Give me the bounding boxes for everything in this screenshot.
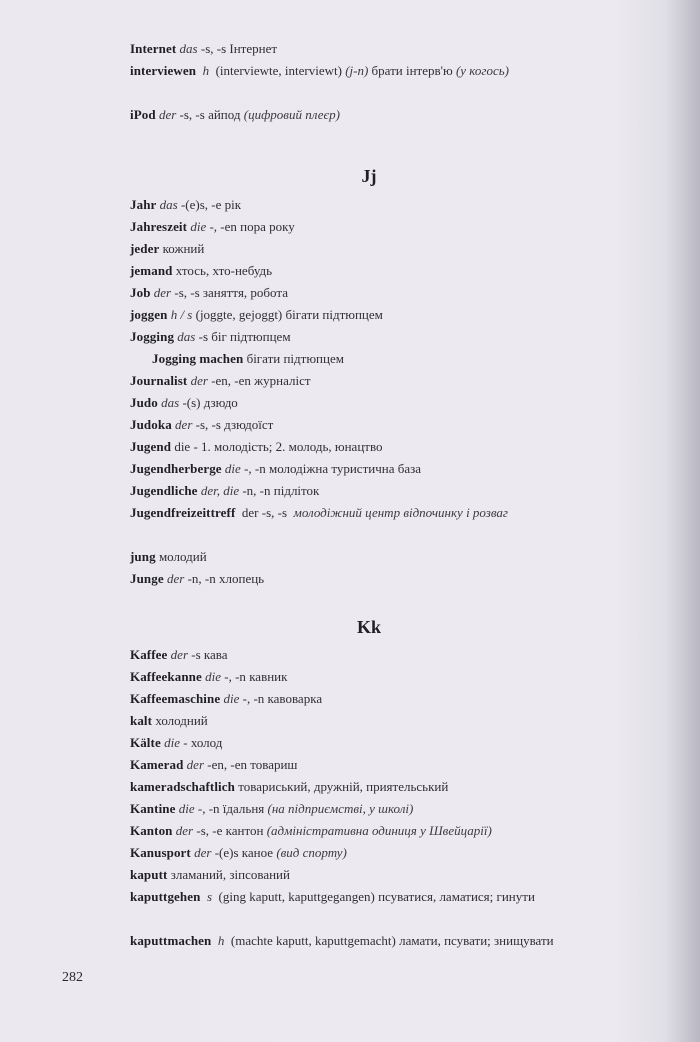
page-number: 282	[62, 970, 83, 985]
entry-phrase	[152, 348, 608, 370]
headword: Judo	[130, 395, 158, 410]
auxiliary: h	[217, 933, 225, 948]
entry	[130, 710, 608, 732]
entry	[130, 776, 608, 798]
translation: кантон	[225, 823, 264, 838]
headword: Jahr	[130, 197, 157, 212]
translation: молодіжний центр відпочинку і розваг	[293, 505, 508, 520]
entry	[130, 238, 608, 260]
headword: Kaffeekanne	[130, 669, 202, 684]
headword: Kanton	[130, 823, 173, 838]
gender: der	[170, 647, 189, 662]
entry	[130, 260, 608, 282]
entry	[130, 304, 608, 326]
entry	[130, 194, 608, 216]
translation: кавник	[249, 669, 288, 684]
headword: Journalist	[130, 373, 188, 388]
headword: kalt	[130, 713, 153, 728]
entry	[130, 688, 608, 710]
translation: заняття, робота	[202, 285, 288, 300]
headword: Judoka	[130, 417, 172, 432]
entry	[130, 666, 608, 688]
note: (вид спорту)	[276, 845, 347, 860]
entry	[130, 820, 608, 842]
entry	[130, 282, 608, 304]
headword: kaputt	[130, 867, 168, 882]
translation: дзюдоїст	[224, 417, 274, 432]
gender: der	[186, 757, 205, 772]
gender: die	[190, 219, 207, 234]
forms: -s, -s	[174, 285, 200, 300]
forms: die -	[174, 439, 198, 454]
headword: Kaffee	[130, 647, 168, 662]
forms: (joggte, gejoggt)	[195, 307, 283, 322]
gender: die	[223, 691, 240, 706]
headword: jung	[130, 549, 156, 564]
translation: молодий	[158, 549, 207, 564]
translation: дзюдо	[203, 395, 238, 410]
object-case: (j-n)	[345, 63, 369, 78]
headword: Kamerad	[130, 757, 184, 772]
translation: 1. молодість; 2. молодь, юнацтво	[201, 439, 383, 454]
entry	[130, 436, 608, 458]
note: (на підприємстві, у школі)	[267, 801, 414, 816]
note: (цифровий плеєр)	[243, 107, 340, 122]
forms: -(s)	[182, 395, 201, 410]
letter-heading-j: Jj	[361, 166, 377, 186]
gender: der	[166, 571, 185, 586]
headword: Jogging	[130, 329, 175, 344]
forms: -s	[191, 647, 201, 662]
entry	[130, 392, 608, 414]
letter-heading-k: Kk	[356, 617, 381, 637]
headword: kaputtmachen	[130, 933, 212, 948]
headword: Kaffeemaschine	[130, 691, 221, 706]
entry	[130, 798, 608, 820]
forms: -n, -n	[242, 483, 271, 498]
translation: товариський, дружній, приятельський	[238, 779, 449, 794]
forms: -s, -s	[200, 41, 227, 56]
headword: Jugendherberge	[130, 461, 222, 476]
translation: бігати підтюпцем	[246, 351, 344, 366]
translation: товариш	[250, 757, 298, 772]
translation: холод	[190, 735, 223, 750]
translation: брати інтерв'ю	[371, 63, 453, 78]
gender: die	[178, 801, 195, 816]
headword: kaputtgehen	[130, 889, 201, 904]
gender: der	[194, 845, 212, 860]
entry	[130, 732, 608, 754]
forms: -s, -s	[179, 107, 205, 122]
headword: Kälte	[130, 735, 161, 750]
gender: der	[190, 373, 208, 388]
translation: підліток	[273, 483, 320, 498]
headword: Job	[130, 285, 151, 300]
translation: молодіжна туристична база	[268, 461, 422, 476]
auxiliary: s	[206, 889, 213, 904]
headword: Jugendliche	[130, 483, 198, 498]
auxiliary: h	[202, 63, 210, 78]
forms: -en, -en	[207, 757, 247, 772]
note: (у когось)	[455, 63, 509, 78]
headword: Jugend	[130, 439, 172, 454]
forms: -s, -s	[195, 417, 221, 432]
translation: пора року	[240, 219, 295, 234]
entry	[130, 502, 608, 524]
forms: -n, -n	[187, 571, 216, 586]
gender: der	[175, 417, 193, 432]
forms: -s, -e	[196, 823, 223, 838]
headword: interviewen	[130, 63, 197, 78]
entry	[130, 754, 608, 776]
headword: kameradschaftlich	[130, 779, 235, 794]
entry	[130, 480, 608, 502]
entry-ipod	[130, 104, 608, 126]
translation: айпод	[208, 107, 241, 122]
gender: der	[175, 823, 194, 838]
headword: Kanusport	[130, 845, 191, 860]
entry	[130, 886, 608, 908]
translation: біг підтюпцем	[211, 329, 291, 344]
translation: хтось, хто-небудь	[175, 263, 273, 278]
gender: das	[161, 395, 180, 410]
gender: die	[224, 461, 241, 476]
entry	[130, 546, 608, 568]
gender: die	[164, 735, 180, 750]
gender: das	[177, 329, 196, 344]
entry	[130, 458, 608, 480]
forms: (ging kaputt, kaputtgegangen)	[218, 889, 375, 904]
forms: (machte kaputt, kaputtgemacht)	[230, 933, 396, 948]
translation: рік	[224, 197, 242, 212]
entry	[130, 568, 608, 590]
translation: їдальня	[222, 801, 265, 816]
forms: -, -n	[224, 669, 246, 684]
translation: ламати, псувати; знищувати	[399, 933, 554, 948]
translation: журналіст	[254, 373, 311, 388]
translation: Інтернет	[229, 41, 278, 56]
headword: Kantine	[130, 801, 176, 816]
headword: jemand	[130, 263, 173, 278]
gender: die	[205, 669, 222, 684]
entry	[130, 370, 608, 392]
headword: Jugendfreizeittreff	[130, 505, 236, 520]
entry	[130, 216, 608, 238]
headword: Jogging machen	[152, 351, 244, 366]
forms: -(e)s, -e	[180, 197, 222, 212]
entry-interviewen	[130, 60, 608, 82]
headword: iPod	[130, 107, 156, 122]
translation: зламаний, зіпсований	[170, 867, 290, 882]
gender: der	[158, 107, 177, 122]
gender: das	[179, 41, 198, 56]
translation: хлопець	[219, 571, 265, 586]
headword: Internet	[130, 41, 177, 56]
headword: jeder	[130, 241, 160, 256]
translation: каное	[241, 845, 274, 860]
translation: псуватися, ламатися; гинути	[378, 889, 535, 904]
entry-internet	[130, 38, 608, 60]
note: (адміністративна одиниця у Швейцарії)	[266, 823, 492, 838]
entry	[130, 414, 608, 436]
entry	[130, 864, 608, 886]
forms: -(e)s	[214, 845, 239, 860]
auxiliary: h / s	[170, 307, 193, 322]
entry	[130, 930, 608, 952]
headword: Jahreszeit	[130, 219, 188, 234]
headword: joggen	[130, 307, 168, 322]
forms: -en, -en	[211, 373, 251, 388]
entry	[130, 644, 608, 666]
gender: der, die	[200, 483, 240, 498]
entry	[130, 842, 608, 864]
translation: холодний	[155, 713, 208, 728]
forms: -s	[198, 329, 208, 344]
headword: Junge	[130, 571, 164, 586]
translation: кожний	[162, 241, 205, 256]
gender: der	[153, 285, 172, 300]
gender: das	[159, 197, 178, 212]
entry	[130, 326, 608, 348]
forms: (interviewte, interviewt)	[215, 63, 342, 78]
translation: бігати підтюпцем	[285, 307, 383, 322]
translation: кава	[203, 647, 228, 662]
forms: -, -n	[197, 801, 220, 816]
forms: -, -n	[244, 461, 266, 476]
forms: -, -en	[209, 219, 237, 234]
forms: -	[183, 735, 188, 750]
forms: -, -n	[242, 691, 265, 706]
forms: der -s, -s	[241, 505, 288, 520]
translation: кавоварка	[267, 691, 323, 706]
